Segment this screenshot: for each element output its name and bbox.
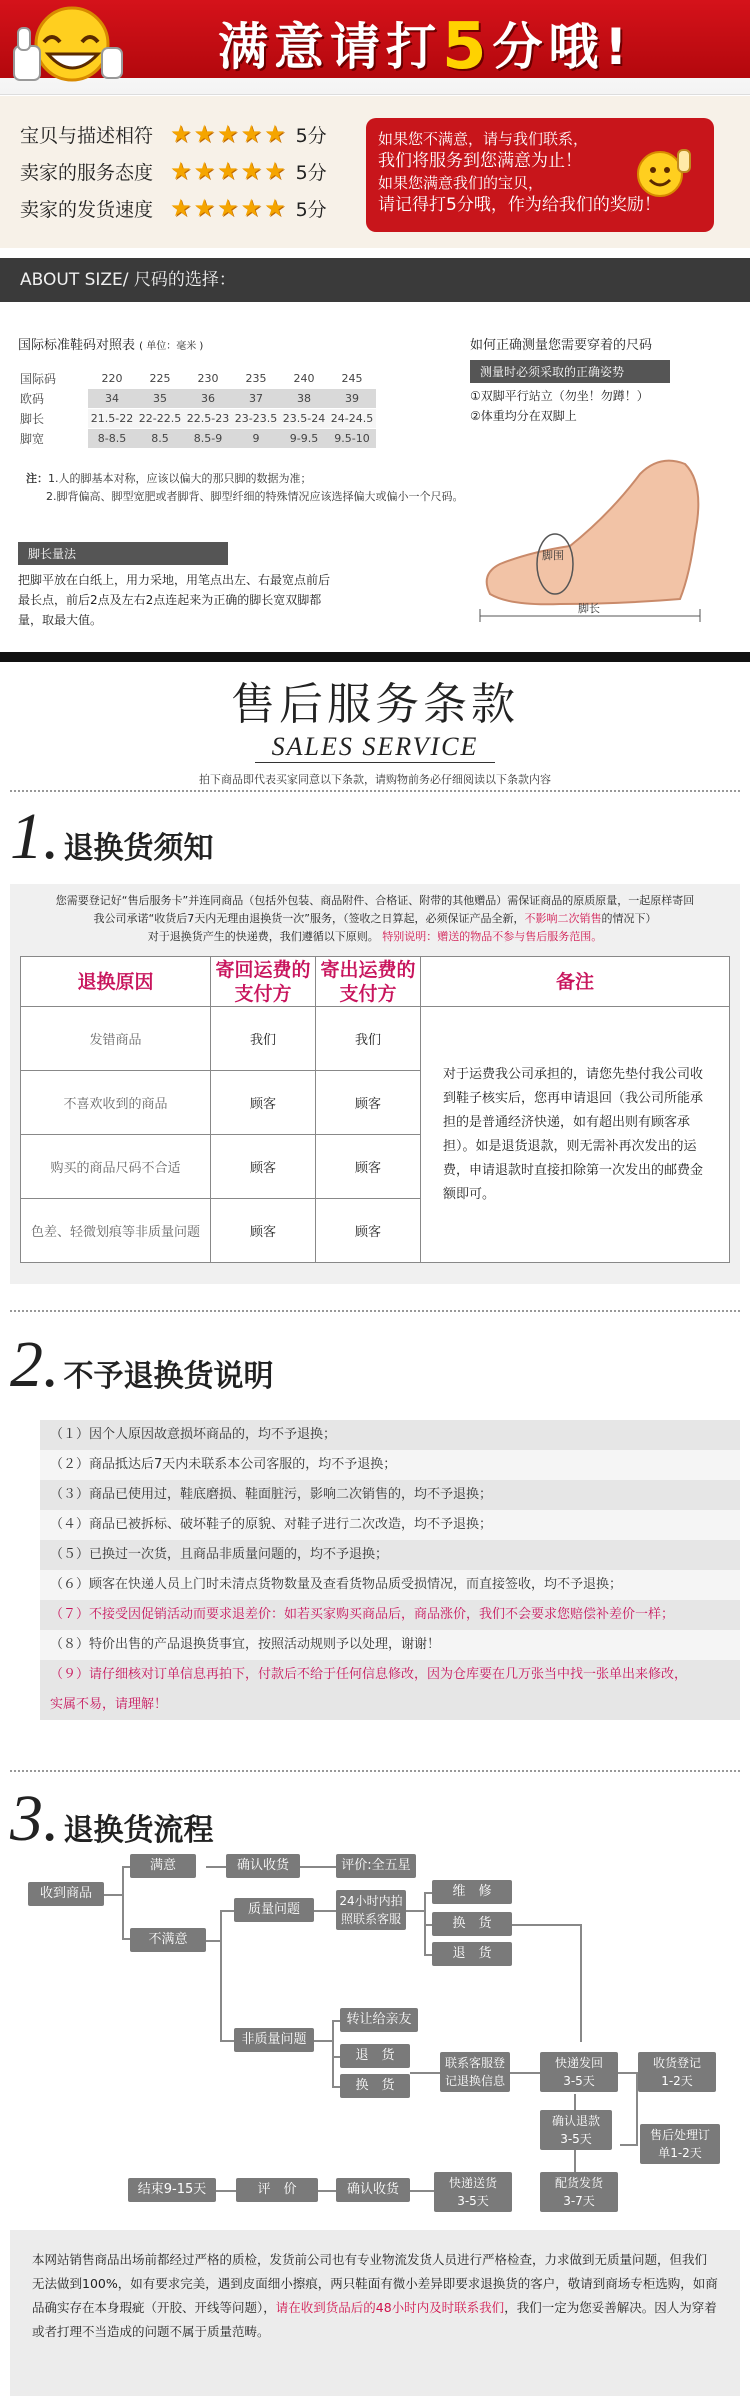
five-stars-icon: ★★★★★ [170, 157, 288, 185]
size-notes: 注：1.人的脚基本对称，应该以偏大的那只脚的数据为准； 2.脚背偏高、脚型宽肥或者脚背、脚型纤细的特殊情况应该选择偏大或偏小一个尺码。 [26, 472, 464, 503]
size-row: 脚宽 8-8.5 8.5 8.5-9 9 9-9.5 9.5-10 [18, 429, 376, 448]
rule-item: （４）商品已被拆标、破坏鞋子的原貌、对鞋子进行二次改造，均不予退换； [40, 1510, 740, 1540]
section-1-heading: 1 . 退换货须知 [10, 802, 214, 872]
return-fee-table [20, 956, 730, 1263]
flow-quality-issue: 质量问题 [234, 1898, 314, 1922]
flow-exchange: 换 货 [432, 1912, 512, 1936]
flow-return: 退 货 [432, 1942, 512, 1966]
table-row: 不喜欢收到的商品 顾客 顾客 [21, 1071, 730, 1135]
flow-transfer: 转让给亲友 [340, 2008, 418, 2032]
how-to-measure-title: 如何正确测量您需要穿着的尺码 [470, 338, 653, 353]
five-stars-icon: ★★★★★ [170, 120, 288, 148]
return-flowchart [0, 1810, 750, 2250]
flow-dispatch: 配货发货 3-7天 [540, 2172, 618, 2212]
rating-section [0, 96, 750, 248]
foot-diagram-icon [470, 454, 710, 624]
dotted-divider [10, 1770, 740, 1772]
rule-item: （７）不接受因促销活动而要求退差价：如若买家购买商品后，商品涨价，我们不会要求您赔偿补差价一样； [40, 1600, 740, 1630]
flow-register: 收货登记 1-2天 [638, 2052, 716, 2092]
measure-method-tag: 脚长量法 [18, 542, 228, 565]
flow-return-2: 退 货 [340, 2044, 410, 2068]
dotted-divider [10, 790, 740, 792]
rule-item: （６）顾客在快递人员上门时未清点货物数量及查看货物品质受损情况，而直接签收，均不予退换； [40, 1570, 740, 1600]
flow-express-send: 快递送货 3-5天 [434, 2172, 512, 2212]
flow-exchange-2: 换 货 [340, 2074, 410, 2098]
service-subtitle: 拍下商品即代表买家同意以下条款，请购物前务必仔细阅读以下条款内容 [199, 773, 551, 786]
flow-ship-back: 快递发回 3-5天 [540, 2052, 618, 2092]
flow-after-sale: 售后处理订 单1-2天 [640, 2124, 720, 2164]
size-row: 脚长 21.5-22 22-22.5 22.5-23 23-23.5 23.5-24 24-24.5 [18, 409, 376, 428]
title-underline [255, 762, 495, 763]
size-table-title: 国际标准鞋码对照表 ( 单位：毫米 ) [18, 338, 204, 353]
quality-disclaimer: 本网站销售商品出场前都经过严格的质检，发货前公司也有专业物流发货人员进行严格检查，力求做到无质量问题，但我们无法做到100%，如有要求完美，遇到皮面细小擦痕，两只鞋面有微小差异即要求退换货的客户，敬请到商场专柜选购，如商品确实存在本身瑕疵（开胶、开线等问题），请在收到货品后的48小时内及时联系我们，我们一定为您妥善解决。因人为穿着或者打理不当造成的问题不属于质量范畴。 [10, 2230, 740, 2396]
svg-text:脚长: 脚长 [578, 602, 600, 615]
size-row: 欧码 34 35 36 37 38 39 [18, 389, 376, 408]
dotted-divider [10, 1310, 740, 1312]
return-remark: 对于运费我公司承担的，请您先垫付我公司收到鞋子核实后，您再申请退回（我公司所能承担的是普通经济快递，如有超出则有顾客承担）。如是退货退款，则无需补再次发出的运费，申请退款时直接扣除第一次发出的邮费金额即可。 [421, 1007, 730, 1263]
flow-confirm-receipt: 确认收货 [226, 1854, 300, 1878]
rule-item: （２）商品抵达后7天内未联系本公司客服的，均不予退换； [40, 1450, 740, 1480]
return-policy-intro: 您需要登记好“售后服务卡”并连同商品（包括外包装、商品附件、合格证、附带的其他赠品）需保证商品的原质原量，一起原样寄回 我公司承诺“收货后7天内无理由退换货一次”服务，（签收之日算起，必须保证产品全新，不影响二次销售的情况下） 对于退换货产生的快递费，我们遵循以下原则。 特别说明：赠送的物品不参与售后服务范围。 [55, 894, 695, 943]
section-2-heading: 2 . 不予退换货说明 [10, 1330, 274, 1400]
measure-method-text: 把脚平放在白纸上，用力采地，用笔点出左、右最宽点前后最长点，前后2点及左右2点连起来为正确的脚长宽双脚都量，取最大值。 [18, 573, 331, 627]
rating-row: 卖家的服务态度 ★★★★★ 5分 [20, 157, 327, 185]
flow-satisfied: 满意 [130, 1854, 196, 1878]
rule-item: （８）特价出售的产品退换货事宜，按照活动规则予以处理，谢谢！ [40, 1630, 740, 1660]
flow-unsatisfied: 不满意 [130, 1928, 206, 1952]
flow-close: 结束9-15天 [128, 2178, 216, 2202]
banner-title: 满意请打5分哦! [218, 10, 634, 84]
return-policy-box [10, 884, 740, 1284]
size-table [18, 368, 376, 449]
table-row: 色差、轻微划痕等非质量问题 顾客 顾客 [21, 1199, 730, 1263]
rule-item: 实属不易，请理解！ [40, 1690, 740, 1720]
service-title-cn: 售后服务条款 [231, 679, 519, 730]
table-row: 购买的商品尺码不合适 顾客 顾客 [21, 1135, 730, 1199]
banner [0, 0, 750, 95]
flow-receive: 收到商品 [28, 1882, 104, 1906]
flow-non-quality: 非质量问题 [234, 2028, 314, 2052]
rule-item: （９）请仔细核对订单信息再拍下，付款后不给于任何信息修改，因为仓库要在几万张当中找一张单出来修改， [40, 1660, 740, 1690]
flow-contact-24h: 24小时内拍 照联系客服 [336, 1890, 406, 1930]
five-stars-icon: ★★★★★ [170, 194, 288, 222]
size-row: 国际码 220 225 230 235 240 245 [18, 369, 376, 388]
flow-repair: 维 修 [432, 1880, 512, 1904]
size-guide [0, 302, 750, 652]
svg-text:脚围: 脚围 [542, 549, 564, 562]
table-row: 发错商品 我们 我们 对于运费我公司承担的，请您先垫付我公司收到鞋子核实后，您再申请退回（我公司所能承担的是普通经济快递，如有超出则有顾客承担）。如是退货退款，则无需补再次发出的运费，申请退款时直接扣除第一次发出的邮费金额即可。 [21, 1007, 730, 1071]
thumbs-up-mascot-icon [12, 2, 124, 92]
flow-cs-register: 联系客服登 记退换信息 [440, 2052, 510, 2092]
rating-row: 卖家的发货速度 ★★★★★ 5分 [20, 194, 327, 222]
flow-confirm-refund: 确认退款 3-5天 [540, 2110, 612, 2150]
posture-list: ①双脚平行站立（勿坐！勿蹲！） ②体重均分在双脚上 [470, 389, 649, 423]
flow-review: 评 价 [236, 2178, 318, 2202]
flow-confirm-receipt-2: 确认收货 [336, 2178, 410, 2202]
posture-tag: 测量时必须采取的正确姿势 [470, 360, 670, 383]
flow-five-star: 评价:全五星 [336, 1854, 416, 1878]
section-3-heading: 3 . 退换货流程 [10, 1784, 214, 1854]
satisfaction-promise: 如果您不满意，请与我们联系， 我们将服务到您满意为止！ 如果您满意我们的宝贝， 请记得打5分哦，作为给我们的奖励！ [366, 118, 714, 232]
service-title-block [0, 662, 750, 786]
rule-item: （１）因个人原因故意损坏商品的，均不予退换； [40, 1420, 740, 1450]
rule-item: （５）已换过一次货，且商品非质量问题的，均不予退换； [40, 1540, 740, 1570]
rating-row: 宝贝与描述相符 ★★★★★ 5分 [20, 120, 327, 148]
table-header-row: 退换原因 寄回运费的支付方 寄出运费的支付方 备注 [21, 957, 730, 1007]
divider-bar [0, 652, 750, 662]
size-section-header: ABOUT SIZE/ 尺码的选择： [0, 258, 750, 302]
rule-item: （３）商品已使用过，鞋底磨损、鞋面脏污，影响二次销售的，均不予退换； [40, 1480, 740, 1510]
service-title-en: SALES SERVICE [271, 732, 479, 761]
smiley-thumbs-up-icon [632, 140, 696, 204]
